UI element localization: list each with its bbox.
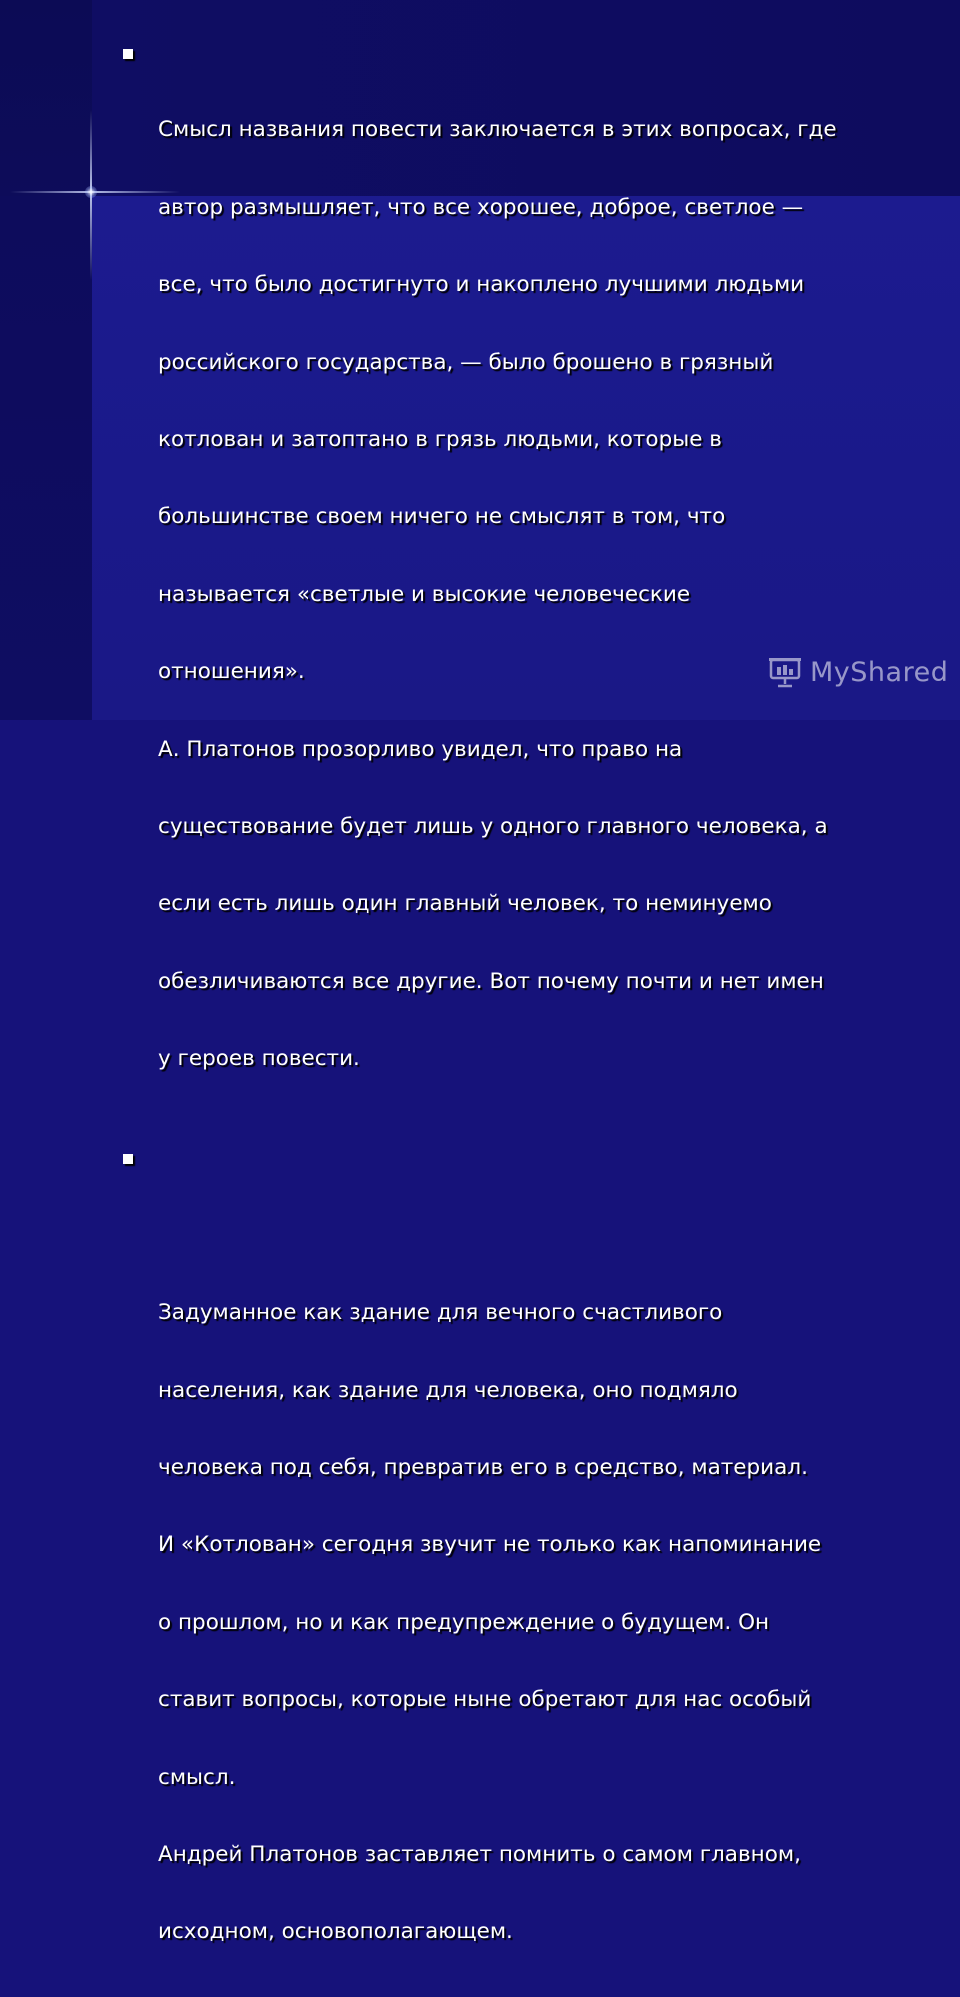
square-bullet-icon — [123, 1154, 133, 1164]
paragraph-line: большинстве своем ничего не смыслят в том, что — [158, 504, 726, 530]
paragraph-line: все, что было достигнуто и накоплено лучшими людьми — [158, 272, 805, 298]
paragraph-line: отношения». — [158, 659, 305, 685]
paragraph-line: если есть лишь один главный человек, то неминуемо — [158, 891, 772, 917]
background-left-bottom-panel — [0, 196, 92, 720]
paragraph-line: о прошлом, но и как предупреждение о будущем. Он — [158, 1609, 770, 1635]
paragraph-line: И «Котлован» сегодня звучит не только как напоминание — [158, 1532, 822, 1558]
watermark-text: MyShared — [810, 656, 949, 688]
slide-body — [120, 40, 910, 1997]
paragraph-line: обезличиваются все другие. Вот почему почти и нет имен — [158, 968, 824, 994]
bullet-paragraph-1 — [120, 40, 910, 1123]
paragraph-line: российского государства, — было брошено в грязный — [158, 349, 774, 375]
square-bullet-icon — [123, 49, 133, 59]
bullet-paragraph-2 — [120, 1145, 910, 1996]
paragraph-line: существование будет лишь у одного главного человека, а — [158, 813, 828, 839]
star-flare-icon — [85, 186, 97, 198]
paragraph-line: Смысл названия повести заключается в этих вопросах, где — [158, 117, 837, 143]
paragraph-line — [158, 1223, 910, 1249]
myshared-watermark[interactable] — [768, 654, 948, 690]
paragraph-line: Задуманное как здание для вечного счастливого — [158, 1300, 723, 1326]
paragraph-line: автор размышляет, что все хорошее, доброе, светлое — — [158, 194, 804, 220]
paragraph-line: Андрей Платонов заставляет помнить о самом главном, — [158, 1841, 801, 1867]
paragraph-line: у героев повести. — [158, 1046, 360, 1072]
paragraph-line: человека под себя, превратив его в средство, материал. — [158, 1455, 808, 1481]
presentation-board-icon — [768, 655, 802, 689]
paragraph-line: называется «светлые и высокие человеческие — [158, 581, 691, 607]
paragraph-line: исходном, основополагающем. — [158, 1919, 513, 1945]
paragraph-line: смысл. — [158, 1764, 236, 1790]
paragraph-line: ставит вопросы, которые ныне обретают для нас особый — [158, 1687, 812, 1713]
paragraph-line: населения, как здание для человека, оно подмяло — [158, 1377, 738, 1403]
paragraph-line: котлован и затоптано в грязь людьми, которые в — [158, 426, 722, 452]
paragraph-line: А. Платонов прозорливо увидел, что право на — [158, 736, 683, 762]
